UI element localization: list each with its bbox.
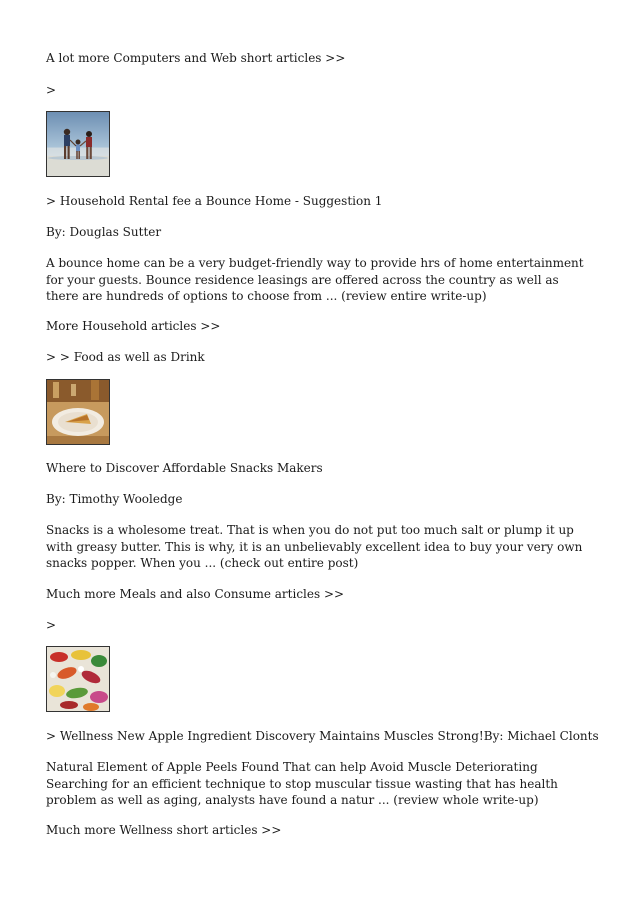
article-body: Snacks is a wholesome treat. That is when you do not put too much salt or plump it up with greasy butter. This is why, it is an unbelievably excellent idea to buy your very own snacks popper. When you ... (check out entire post) [46, 523, 583, 570]
article-title[interactable]: Where to Discover Affordable Snacks Makers [46, 461, 323, 475]
pills-photo-icon [46, 646, 110, 712]
article-title[interactable]: > Household Rental fee a Bounce Home - Suggestion 1 [46, 194, 383, 208]
family-beach-photo-icon [46, 111, 110, 177]
food-plate-photo-icon [46, 379, 110, 445]
article-body: A bounce home can be a very budget-friendly way to provide hrs of home entertainment for your guests. Bounce residence leasings are offered across the country as well as there are hundreds of options to choose from ... (review entire write-up) [46, 256, 584, 303]
article-title[interactable]: > Wellness New Apple Ingredient Discovery Maintains Muscles Strong!By: Michael Clonts [46, 729, 599, 743]
more-computers-link[interactable]: A lot more Computers and Web short articles >> [46, 51, 346, 65]
article-author: By: Douglas Sutter [46, 225, 162, 239]
more-household-link[interactable]: More Household articles >> [46, 319, 221, 333]
section-heading: > > Food as well as Drink [46, 350, 205, 364]
more-wellness-link[interactable]: Much more Wellness short articles >> [46, 823, 282, 837]
section-marker: > [46, 618, 57, 632]
section-marker: > [46, 83, 57, 97]
article-author: By: Timothy Wooledge [46, 492, 183, 506]
more-meals-link[interactable]: Much more Meals and also Consume articles >> [46, 587, 345, 601]
article-body: Natural Element of Apple Peels Found That can help Avoid Muscle Deteriorating Searching for an efficient technique to stop muscular tissue wasting that has health problem as well as aging, analysts have found a natur ... (review whole write-up) [46, 760, 558, 807]
